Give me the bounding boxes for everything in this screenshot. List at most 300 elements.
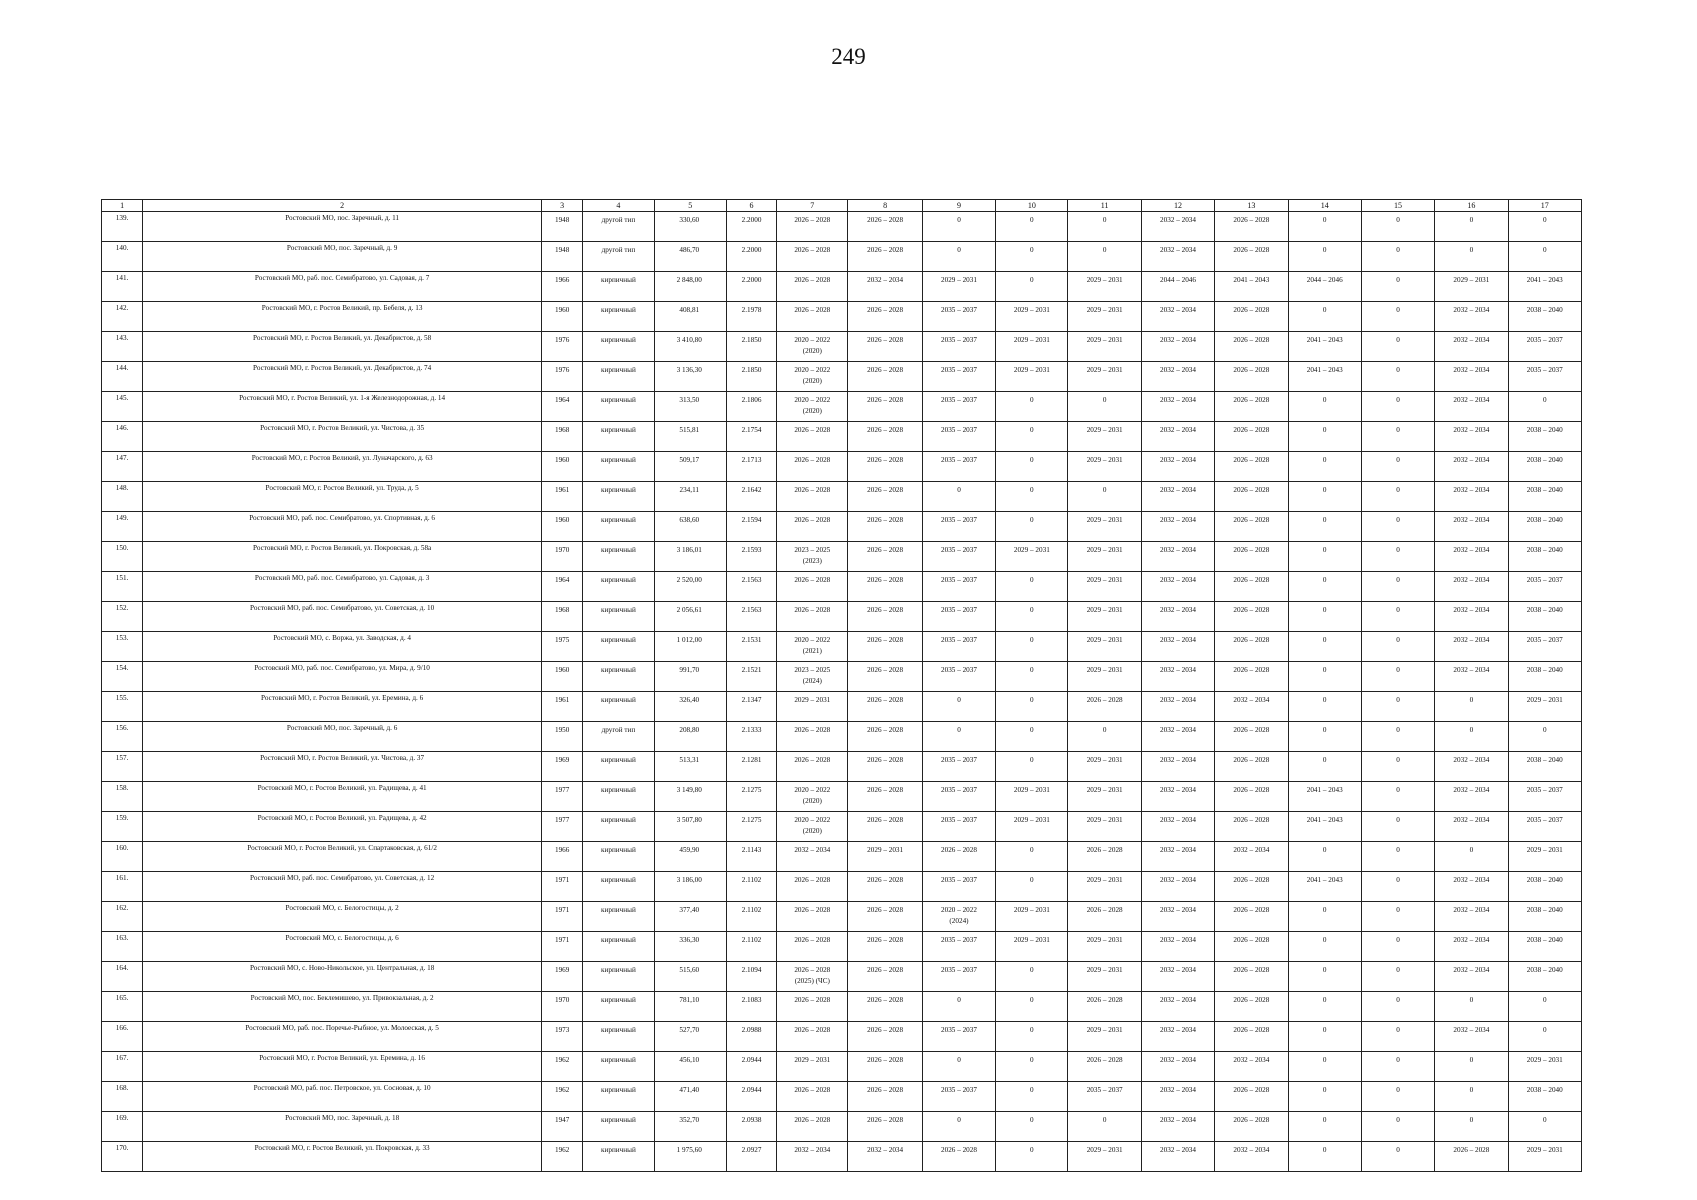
table-cell: 1966	[542, 842, 583, 872]
address-cell: Ростовский МО, раб. пос. Семибратово, ул. Садовая, д. 3	[143, 572, 542, 602]
column-number: 8	[848, 200, 922, 212]
table-cell: 0	[1435, 842, 1508, 872]
table-cell: 2035 – 2037	[922, 782, 995, 812]
table-cell: 2029 – 2031	[996, 812, 1068, 842]
table-cell: 2026 – 2028	[1215, 1022, 1288, 1052]
table-cell: 336,30	[654, 932, 726, 962]
table-cell: 2032 – 2034	[1435, 752, 1508, 782]
table-cell: 1961	[542, 482, 583, 512]
table-cell: 0	[1361, 1142, 1434, 1172]
table-cell: 2026 – 2028	[1215, 872, 1288, 902]
table-cell: 0	[1361, 452, 1434, 482]
table-cell: 2026 – 2028	[1215, 332, 1288, 362]
table-cell: 2038 – 2040	[1508, 932, 1581, 962]
table-cell: 0	[996, 242, 1068, 272]
table-cell: 2.1281	[726, 752, 776, 782]
table-row	[102, 302, 1582, 332]
address-cell: Ростовский МО, пос. Заречный, д. 9	[143, 242, 542, 272]
table-cell: 0	[1435, 212, 1508, 242]
table-cell: 1960	[542, 662, 583, 692]
column-number: 17	[1508, 200, 1581, 212]
table-cell: 2029 – 2031	[996, 332, 1068, 362]
table-cell: 2026 – 2028	[1435, 1142, 1508, 1172]
table-cell: 2032 – 2034	[1435, 452, 1508, 482]
table-cell: 2038 – 2040	[1508, 602, 1581, 632]
table-cell: 0	[1361, 212, 1434, 242]
table-cell: 352,70	[654, 1112, 726, 1142]
table-cell: 2026 – 2028	[1215, 482, 1288, 512]
table-cell: 2029 – 2031	[1068, 1142, 1141, 1172]
table-cell: 2032 – 2034	[1141, 362, 1214, 392]
table-cell: другой тип	[583, 722, 654, 752]
table-cell: 2026 – 2028	[1215, 452, 1288, 482]
table-row	[102, 512, 1582, 542]
table-cell: 515,60	[654, 962, 726, 992]
table-cell: 2041 – 2043	[1288, 362, 1361, 392]
address-cell: Ростовский МО, г. Ростов Великий, ул. Декабристов, д. 58	[143, 332, 542, 362]
table-cell: 0	[1288, 902, 1361, 932]
table-cell: 2029 – 2031	[1068, 962, 1141, 992]
table-cell: кирпичный	[583, 872, 654, 902]
table-cell: 0	[996, 512, 1068, 542]
table-cell: кирпичный	[583, 482, 654, 512]
table-cell: 0	[1068, 1112, 1141, 1142]
row-number-cell: 161.	[102, 872, 143, 902]
table-cell: 2032 – 2034	[1215, 692, 1288, 722]
address-cell: Ростовский МО, г. Ростов Великий, ул. Спартаковская, д. 61/2	[143, 842, 542, 872]
table-cell: 2026 – 2028	[848, 932, 922, 962]
table-cell: 2029 – 2031	[848, 842, 922, 872]
table-cell: кирпичный	[583, 752, 654, 782]
table-cell: 2029 – 2031	[1068, 782, 1141, 812]
table-cell: 0	[1361, 242, 1434, 272]
table-cell: 2032 – 2034	[1141, 392, 1214, 422]
row-number-cell: 142.	[102, 302, 143, 332]
table-cell: 0	[1288, 302, 1361, 332]
table-cell: 2026 – 2028	[1215, 962, 1288, 992]
table-cell: 0	[922, 722, 995, 752]
table-cell: 0	[1288, 542, 1361, 572]
row-number-cell: 156.	[102, 722, 143, 752]
table-cell: 2026 – 2028	[1068, 692, 1141, 722]
table-cell: 0	[1288, 632, 1361, 662]
table-row	[102, 1142, 1582, 1172]
table-cell: 2026 – 2028	[1215, 932, 1288, 962]
table-cell: 0	[996, 272, 1068, 302]
table-cell: 2026 – 2028	[848, 422, 922, 452]
table-cell: 0	[1361, 872, 1434, 902]
table-cell: 0	[1361, 1052, 1434, 1082]
table-cell: 2041 – 2043	[1288, 812, 1361, 842]
table-cell: 2035 – 2037	[1508, 362, 1581, 392]
address-cell: Ростовский МО, г. Ростов Великий, ул. Радищева, д. 42	[143, 812, 542, 842]
table-cell: 234,11	[654, 482, 726, 512]
table-cell: 0	[996, 1142, 1068, 1172]
table-cell: 0	[1288, 482, 1361, 512]
table-cell: 2038 – 2040	[1508, 872, 1581, 902]
table-cell: 1962	[542, 1082, 583, 1112]
table-cell: 0	[1068, 242, 1141, 272]
table-cell: 527,70	[654, 1022, 726, 1052]
row-number-cell: 139.	[102, 212, 143, 242]
table-cell: 2029 – 2031	[1508, 1052, 1581, 1082]
table-cell: 2026 – 2028	[777, 932, 848, 962]
table-cell: 2032 – 2034	[777, 1142, 848, 1172]
table-cell: 0	[996, 992, 1068, 1022]
table-cell: 2026 – 2028	[848, 1112, 922, 1142]
table-cell: 0	[1361, 752, 1434, 782]
table-row	[102, 1112, 1582, 1142]
table-cell: 2032 – 2034	[1141, 242, 1214, 272]
table-cell: 2032 – 2034	[1141, 692, 1214, 722]
table-cell: 0	[1508, 1022, 1581, 1052]
table-cell: 1976	[542, 362, 583, 392]
table-cell: 2020 – 2022 (2020)	[777, 392, 848, 422]
address-cell: Ростовский МО, г. Ростов Великий, ул. 1-я Железнодорожная, д. 14	[143, 392, 542, 422]
table-cell: 2032 – 2034	[1141, 422, 1214, 452]
table-cell: 2035 – 2037	[922, 392, 995, 422]
table-row	[102, 812, 1582, 842]
address-cell: Ростовский МО, г. Ростов Великий, ул. Труда, д. 5	[143, 482, 542, 512]
table-cell: 2032 – 2034	[1141, 452, 1214, 482]
table-cell: 2032 – 2034	[1141, 902, 1214, 932]
table-cell: 2026 – 2028	[777, 422, 848, 452]
table-row	[102, 692, 1582, 722]
table-cell: 2.1102	[726, 902, 776, 932]
table-cell: 2.2000	[726, 242, 776, 272]
table-cell: 2020 – 2022 (2020)	[777, 812, 848, 842]
table-cell: 0	[1361, 362, 1434, 392]
table-cell: 2026 – 2028	[1215, 812, 1288, 842]
table-cell: 2038 – 2040	[1508, 422, 1581, 452]
table-cell: кирпичный	[583, 512, 654, 542]
table-cell: 326,40	[654, 692, 726, 722]
table-cell: 456,10	[654, 1052, 726, 1082]
table-cell: 2026 – 2028	[848, 812, 922, 842]
table-cell: 2029 – 2031	[1068, 452, 1141, 482]
table-cell: 2026 – 2028	[777, 992, 848, 1022]
table-cell: 2032 – 2034	[1215, 1142, 1288, 1172]
row-number-cell: 163.	[102, 932, 143, 962]
table-cell: 0	[996, 1052, 1068, 1082]
table-cell: 2032 – 2034	[1435, 572, 1508, 602]
table-cell: 471,40	[654, 1082, 726, 1112]
table-cell: 1950	[542, 722, 583, 752]
table-cell: 0	[1361, 422, 1434, 452]
table-cell: 2026 – 2028 (2025) (ЧС)	[777, 962, 848, 992]
table-cell: кирпичный	[583, 1142, 654, 1172]
table-cell: кирпичный	[583, 662, 654, 692]
table-row	[102, 482, 1582, 512]
address-cell: Ростовский МО, раб. пос. Петровское, ул. Сосновая, д. 10	[143, 1082, 542, 1112]
table-cell: 2041 – 2043	[1288, 782, 1361, 812]
table-cell: 1973	[542, 1022, 583, 1052]
address-cell: Ростовский МО, г. Ростов Великий, пр. Бебеля, д. 13	[143, 302, 542, 332]
table-cell: 2032 – 2034	[1435, 512, 1508, 542]
table-cell: 2020 – 2022 (2020)	[777, 332, 848, 362]
table-cell: 2.1102	[726, 872, 776, 902]
table-cell: 1969	[542, 752, 583, 782]
table-cell: 1977	[542, 812, 583, 842]
table-cell: 2035 – 2037	[922, 812, 995, 842]
table-row	[102, 872, 1582, 902]
table-cell: 2.1978	[726, 302, 776, 332]
table-cell: 2035 – 2037	[922, 932, 995, 962]
table-cell: 2035 – 2037	[1508, 632, 1581, 662]
table-cell: 2032 – 2034	[1141, 812, 1214, 842]
table-cell: 2.1850	[726, 332, 776, 362]
address-cell: Ростовский МО, пос. Беклемишево, ул. Привокзальная, д. 2	[143, 992, 542, 1022]
table-cell: кирпичный	[583, 1082, 654, 1112]
table-cell: 2026 – 2028	[848, 1022, 922, 1052]
table-cell: 2.1594	[726, 512, 776, 542]
table-cell: 2032 – 2034	[1141, 1112, 1214, 1142]
table-cell: 0	[996, 722, 1068, 752]
table-cell: 0	[996, 692, 1068, 722]
address-cell: Ростовский МО, раб. пос. Поречье-Рыбное, ул. Молоеская, д. 5	[143, 1022, 542, 1052]
table-cell: 2032 – 2034	[848, 1142, 922, 1172]
table-cell: 2026 – 2028	[777, 242, 848, 272]
table-cell: кирпичный	[583, 392, 654, 422]
table-row	[102, 272, 1582, 302]
table-cell: 2041 – 2043	[1288, 332, 1361, 362]
address-cell: Ростовский МО, с. Белогостицы, д. 6	[143, 932, 542, 962]
table-cell: 2026 – 2028	[848, 302, 922, 332]
table-row	[102, 932, 1582, 962]
table-cell: 2035 – 2037	[1508, 782, 1581, 812]
table-cell: 2026 – 2028	[777, 302, 848, 332]
address-cell: Ростовский МО, с. Белогостицы, д. 2	[143, 902, 542, 932]
table-cell: 2035 – 2037	[922, 452, 995, 482]
table-cell: 2026 – 2028	[1215, 212, 1288, 242]
table-cell: 2.1275	[726, 782, 776, 812]
table-cell: 2032 – 2034	[1435, 1022, 1508, 1052]
table-cell: 2026 – 2028	[777, 722, 848, 752]
address-cell: Ростовский МО, раб. пос. Семибратово, ул. Мира, д. 9/10	[143, 662, 542, 692]
table-cell: 2029 – 2031	[1068, 512, 1141, 542]
address-cell: Ростовский МО, г. Ростов Великий, ул. Еремина, д. 16	[143, 1052, 542, 1082]
table-cell: 2032 – 2034	[1435, 422, 1508, 452]
table-cell: 2 520,00	[654, 572, 726, 602]
table-cell: 2.1521	[726, 662, 776, 692]
table-row	[102, 842, 1582, 872]
table-cell: 1964	[542, 572, 583, 602]
table-cell: 515,81	[654, 422, 726, 452]
row-number-cell: 170.	[102, 1142, 143, 1172]
table-cell: 1975	[542, 632, 583, 662]
table-cell: 0	[1508, 212, 1581, 242]
address-cell: Ростовский МО, раб. пос. Семибратово, ул. Спортивная, д. 6	[143, 512, 542, 542]
table-cell: 2029 – 2031	[996, 932, 1068, 962]
table-cell: 2029 – 2031	[1508, 842, 1581, 872]
table-cell: 2.1563	[726, 572, 776, 602]
table-cell: кирпичный	[583, 992, 654, 1022]
page-number: 249	[831, 44, 866, 69]
table-cell: кирпичный	[583, 1112, 654, 1142]
row-number-cell: 148.	[102, 482, 143, 512]
address-cell: Ростовский МО, г. Ростов Великий, ул. Чистова, д. 35	[143, 422, 542, 452]
table-cell: 2.1531	[726, 632, 776, 662]
table-cell: кирпичный	[583, 332, 654, 362]
table-cell: 0	[996, 1082, 1068, 1112]
table-cell: 2020 – 2022 (2021)	[777, 632, 848, 662]
table-cell: 1948	[542, 242, 583, 272]
table-cell: 2 056,61	[654, 602, 726, 632]
table-cell: 2.0944	[726, 1052, 776, 1082]
table-cell: 2035 – 2037	[922, 572, 995, 602]
table-cell: 0	[1435, 242, 1508, 272]
column-number: 14	[1288, 200, 1361, 212]
table-cell: 0	[1508, 992, 1581, 1022]
table-cell: 2029 – 2031	[996, 542, 1068, 572]
table-cell: 2032 – 2034	[1435, 602, 1508, 632]
address-cell: Ростовский МО, с. Ново-Никольское, ул. Центральная, д. 18	[143, 962, 542, 992]
table-cell: 2020 – 2022 (2020)	[777, 782, 848, 812]
row-number-cell: 160.	[102, 842, 143, 872]
table-cell: 2026 – 2028	[1068, 992, 1141, 1022]
table-cell: 0	[922, 1112, 995, 1142]
table-row	[102, 422, 1582, 452]
table-cell: 0	[1288, 692, 1361, 722]
table-cell: 1948	[542, 212, 583, 242]
table-cell: 0	[996, 962, 1068, 992]
table-row	[102, 962, 1582, 992]
address-cell: Ростовский МО, г. Ростов Великий, ул. Покровская, д. 58а	[143, 542, 542, 572]
column-number: 12	[1141, 200, 1214, 212]
column-number: 9	[922, 200, 995, 212]
table-cell: кирпичный	[583, 602, 654, 632]
table-cell: 2.1563	[726, 602, 776, 632]
table-cell: 0	[1435, 1052, 1508, 1082]
table-cell: 2035 – 2037	[922, 542, 995, 572]
row-number-cell: 164.	[102, 962, 143, 992]
table-row	[102, 992, 1582, 1022]
table-cell: 0	[1361, 722, 1434, 752]
table-cell: 0	[1068, 212, 1141, 242]
table-cell: 2026 – 2028	[1215, 752, 1288, 782]
table-cell: 459,90	[654, 842, 726, 872]
table-cell: 2026 – 2028	[848, 602, 922, 632]
table-cell: 1970	[542, 992, 583, 1022]
table-row	[102, 212, 1582, 242]
table-cell: 1962	[542, 1052, 583, 1082]
table-cell: 2026 – 2028	[1215, 542, 1288, 572]
table-cell: 2032 – 2034	[1141, 872, 1214, 902]
address-cell: Ростовский МО, г. Ростов Великий, ул. Покровская, д. 33	[143, 1142, 542, 1172]
row-number-cell: 149.	[102, 512, 143, 542]
table-cell: 2041 – 2043	[1288, 872, 1361, 902]
table-cell: 0	[1361, 512, 1434, 542]
table-cell: 0	[1361, 902, 1434, 932]
row-number-cell: 155.	[102, 692, 143, 722]
column-number: 6	[726, 200, 776, 212]
table-cell: 2038 – 2040	[1508, 662, 1581, 692]
table-cell: 2038 – 2040	[1508, 512, 1581, 542]
table-cell: 1964	[542, 392, 583, 422]
row-number-cell: 152.	[102, 602, 143, 632]
table-cell: 2032 – 2034	[1141, 512, 1214, 542]
table-cell: 2020 – 2022 (2020)	[777, 362, 848, 392]
table-cell: 2026 – 2028	[1215, 302, 1288, 332]
table-cell: 0	[922, 242, 995, 272]
table-cell: 2026 – 2028	[777, 452, 848, 482]
table-cell: 2026 – 2028	[1215, 632, 1288, 662]
table-cell: 2026 – 2028	[1215, 602, 1288, 632]
table-cell: 2032 – 2034	[1141, 962, 1214, 992]
table-cell: 2035 – 2037	[922, 962, 995, 992]
table-cell: 2032 – 2034	[1435, 962, 1508, 992]
table-cell: 2032 – 2034	[1141, 212, 1214, 242]
table-cell: 0	[922, 212, 995, 242]
table-cell: 2026 – 2028	[1215, 572, 1288, 602]
table-cell: 0	[1361, 602, 1434, 632]
table-cell: 2032 – 2034	[1435, 332, 1508, 362]
table-cell: 208,80	[654, 722, 726, 752]
table-cell: 2035 – 2037	[922, 662, 995, 692]
row-number-cell: 141.	[102, 272, 143, 302]
table-cell: 2.1593	[726, 542, 776, 572]
table-cell: 2026 – 2028	[777, 482, 848, 512]
table-cell: кирпичный	[583, 632, 654, 662]
table-cell: 3 136,30	[654, 362, 726, 392]
table-cell: 0	[996, 602, 1068, 632]
table-cell: 2026 – 2028	[777, 272, 848, 302]
table-cell: 0	[922, 1052, 995, 1082]
table-row	[102, 662, 1582, 692]
table-cell: 2032 – 2034	[1141, 662, 1214, 692]
row-number-cell: 147.	[102, 452, 143, 482]
table-cell: 2038 – 2040	[1508, 302, 1581, 332]
column-number: 13	[1215, 200, 1288, 212]
table-cell: 1947	[542, 1112, 583, 1142]
table-cell: 0	[996, 842, 1068, 872]
table-cell: 2044 – 2046	[1141, 272, 1214, 302]
table-cell: 638,60	[654, 512, 726, 542]
table-cell: 2041 – 2043	[1508, 272, 1581, 302]
table-cell: 0	[1361, 662, 1434, 692]
address-cell: Ростовский МО, раб. пос. Семибратово, ул. Советская, д. 12	[143, 872, 542, 902]
table-cell: 2026 – 2028	[1215, 422, 1288, 452]
table-cell: 2032 – 2034	[1435, 812, 1508, 842]
table-cell: 2032 – 2034	[1435, 932, 1508, 962]
table-cell: 2032 – 2034	[777, 842, 848, 872]
table-cell: кирпичный	[583, 902, 654, 932]
table-cell: 2.1642	[726, 482, 776, 512]
table-cell: кирпичный	[583, 452, 654, 482]
row-number-cell: 165.	[102, 992, 143, 1022]
table-cell: 2035 – 2037	[922, 422, 995, 452]
table-cell: 0	[1288, 752, 1361, 782]
table-cell: 2038 – 2040	[1508, 452, 1581, 482]
table-cell: 0	[1288, 662, 1361, 692]
table-cell: 2026 – 2028	[922, 1142, 995, 1172]
table-cell: 2026 – 2028	[1215, 662, 1288, 692]
table-cell: 1971	[542, 902, 583, 932]
table-cell: кирпичный	[583, 782, 654, 812]
address-cell: Ростовский МО, пос. Заречный, д. 11	[143, 212, 542, 242]
table-cell: 2032 – 2034	[1435, 872, 1508, 902]
table-cell: 2.1754	[726, 422, 776, 452]
table-cell: 2029 – 2031	[996, 902, 1068, 932]
table-cell: 2026 – 2028	[1215, 992, 1288, 1022]
table-cell: 2026 – 2028	[1215, 392, 1288, 422]
table-cell: 0	[1068, 722, 1141, 752]
table-cell: 0	[1288, 1112, 1361, 1142]
table-cell: 0	[1288, 242, 1361, 272]
table-cell: 2029 – 2031	[777, 692, 848, 722]
table-cell: 2026 – 2028	[848, 1082, 922, 1112]
column-number: 1	[102, 200, 143, 212]
